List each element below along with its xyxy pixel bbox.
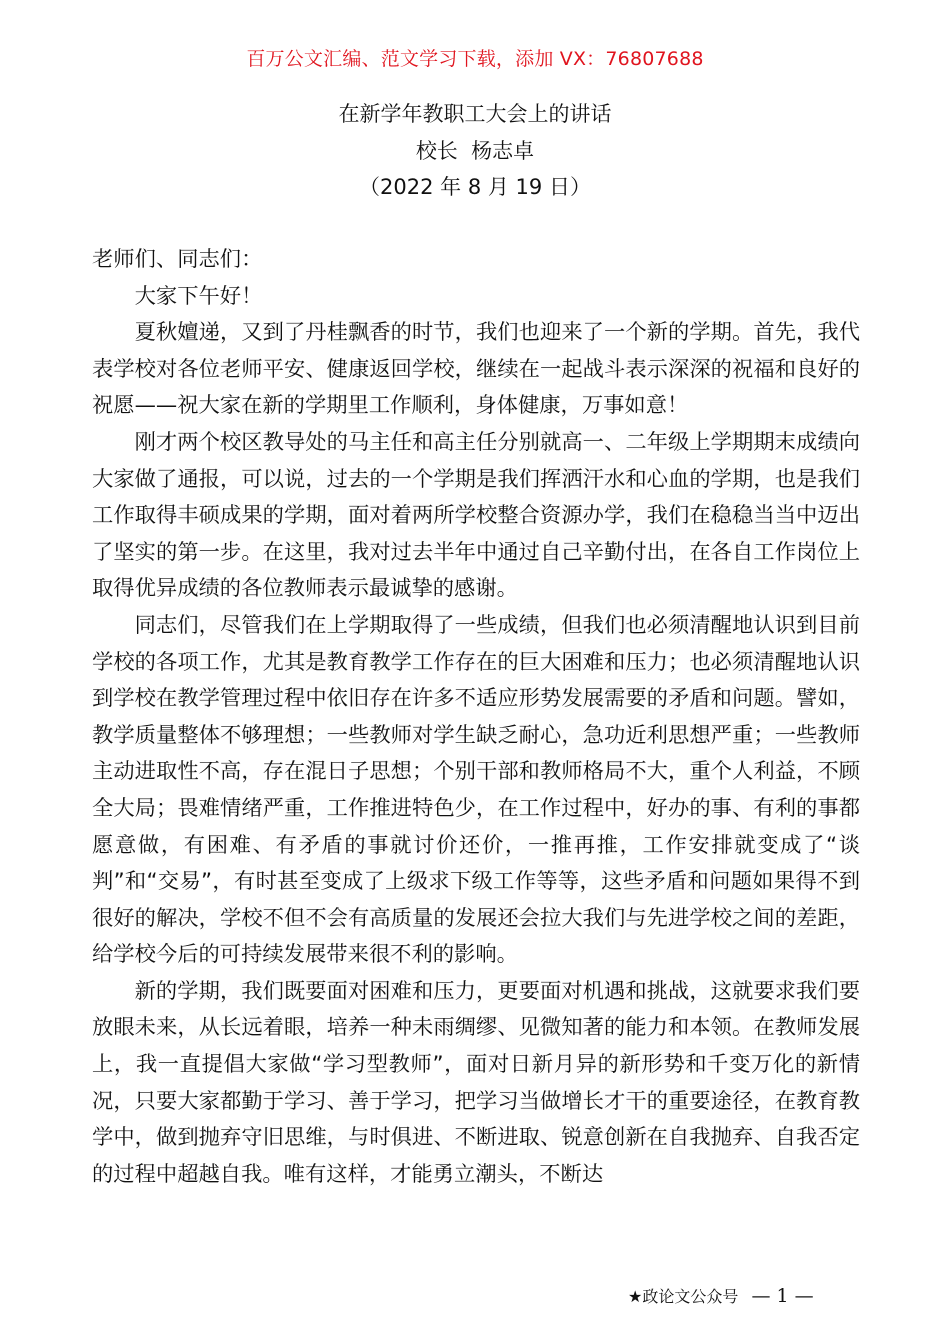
salutation: 老师们、同志们： xyxy=(92,247,263,272)
document-date: （2022 年 8 月 19 日） xyxy=(359,175,591,199)
page-footer xyxy=(628,1284,814,1309)
paragraph: 夏秋嬗递，又到了丹桂飘香的时节，我们也迎来了一个新的学期。首先，我代表学校对各位老师平安、健康返回学校，继续在一起战斗表示深深的祝福和良好的祝愿——祝大家在新的学期里工作顺利，身体健康，万事如意！ xyxy=(92,320,860,419)
paragraph: 新的学期，我们既要面对困难和压力，更要面对机遇和挑战，这就要求我们要放眼未来，从长远着眼，培养一种未雨绸缪、见微知著的能力和本领。在教师发展上，我一直提倡大家做“学习型教师”，面对日新月异的新形势和千变万化的新情况，只要大家都勤于学习、善于学习，把学习当做增长才干的重要途径，在教育教学中，做到抛弃守旧思维，与时俱进、不断进取、锐意创新在自我抛弃、自我否定的过程中超越自我。唯有这样，才能勇立潮头，不断达 xyxy=(92,978,860,1187)
paragraph: 大家下午好！ xyxy=(134,283,263,309)
document-header xyxy=(0,96,950,206)
paragraph: 同志们，尽管我们在上学期取得了一些成绩，但我们也必须清醒地认识到目前学校的各项工作，尤其是教育教学工作存在的巨大困难和压力；也必须清醒地认识到学校在教学管理过程中依旧存在许多不适应形势发展需要的矛盾和问题。譬如，教学质量整体不够理想；一些教师对学生缺乏耐心，急功近利思想严重；一些教师主动进取性不高，存在混日子思想；个别干部和教师格局不大，重个人利益，不顾全大局；畏难情绪严重，工作推进特色少，在工作过程中，好办的事、有利的事都愿意做，有困难、有矛盾的事就讨价还价，一推再推，工作安排就变成了“谈判”和“交易”，有时甚至变成了上级求下级工作等等，这些矛盾和问题如果得不到很好的解决，学校不但不会有高质量的发展还会拉大我们与先进学校之间的差距，给学校今后的可持续发展带来很不利的影响。 xyxy=(92,612,860,968)
document-author: 校长 杨志卓 xyxy=(415,138,535,163)
footer-source: ★政论文公众号 xyxy=(628,1287,739,1306)
page-number: — 1 — xyxy=(751,1285,814,1307)
document-body xyxy=(92,242,860,1193)
paragraph: 刚才两个校区教导处的马主任和高主任分别就高一、二年级上学期期末成绩向大家做了通报，可以说，过去的一个学期是我们挥洒汗水和心血的学期，也是我们工作取得丰硕成果的学期，面对着两所学校整合资源办学，我们在稳稳当当中迈出了坚实的第一步。在这里，我对过去半年中通过自己辛勤付出，在各自工作岗位上取得优异成绩的各位教师表示最诚挚的感谢。 xyxy=(92,429,860,602)
watermark-banner: 百万公文汇编、范文学习下载，添加 VX：76807688 xyxy=(246,48,704,70)
document-title: 在新学年教职工大会上的讲话 xyxy=(338,102,612,126)
